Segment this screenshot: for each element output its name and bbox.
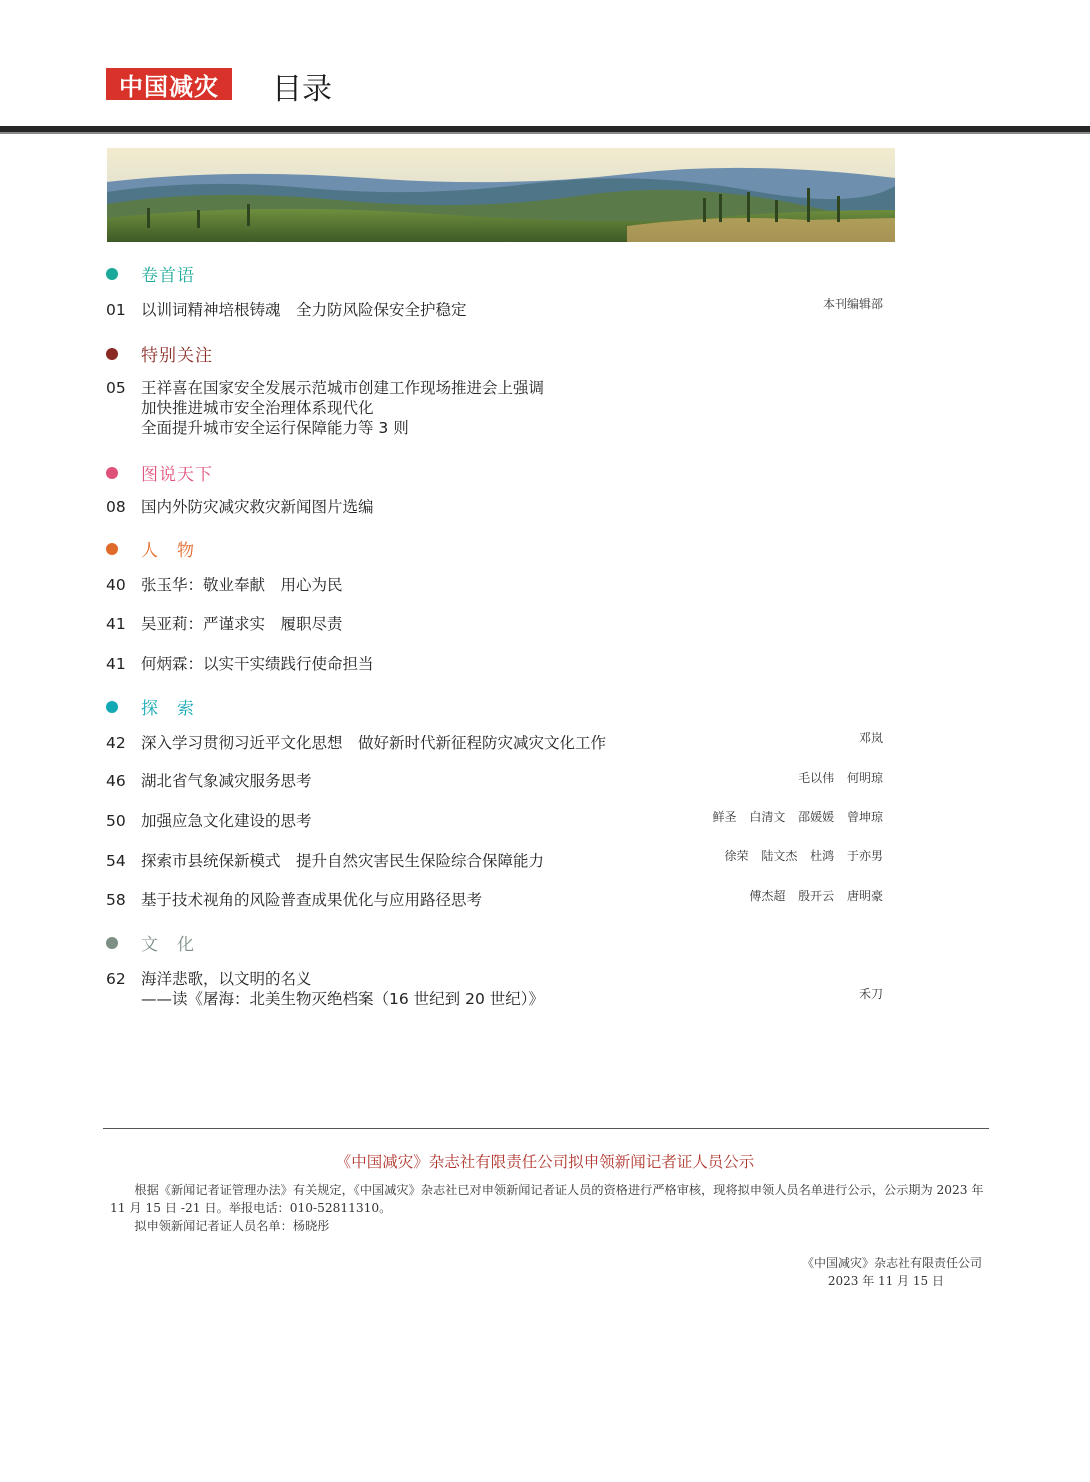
section-heading bbox=[106, 460, 213, 485]
toc-page-number: 41 bbox=[106, 615, 126, 633]
toc-page-number: 42 bbox=[106, 734, 126, 752]
toc-title-line: 探索市县统保新模式 提升自然灾害民生保险综合保障能力 bbox=[141, 852, 545, 870]
toc-author: 本刊编辑部 bbox=[822, 297, 883, 311]
toc-title-line: 以训词精神培根铸魂 全力防风险保安全护稳定 bbox=[141, 301, 467, 319]
toc-entry[interactable] bbox=[106, 378, 886, 438]
toc-title-line: 张玉华：敬业奉献 用心为民 bbox=[141, 576, 343, 594]
signature-date: 2023 年 11 月 15 日 bbox=[827, 1274, 944, 1288]
toc-page-number: 62 bbox=[106, 970, 126, 988]
toc-page-number: 40 bbox=[106, 576, 126, 594]
toc-title-line: 加快推进城市安全治理体系现代化 bbox=[141, 399, 374, 417]
section-heading bbox=[106, 694, 195, 719]
toc-title-line: 国内外防灾减灾救灾新闻图片选编 bbox=[141, 498, 374, 516]
toc-entry[interactable] bbox=[106, 297, 886, 320]
toc-title-line: 深入学习贯彻习近平文化思想 做好新时代新征程防灾减灾文化工作 bbox=[141, 734, 607, 752]
toc-entry[interactable] bbox=[106, 969, 886, 1009]
notice-divider bbox=[103, 1128, 989, 1129]
toc-author: 禾刀 bbox=[858, 987, 883, 1001]
section-heading bbox=[106, 536, 195, 561]
toc-page-number: 58 bbox=[106, 891, 126, 909]
section-bullet-icon bbox=[106, 701, 118, 713]
notice-body bbox=[110, 1181, 986, 1235]
toc-title-line: 何炳霖：以实干实绩践行使命担当 bbox=[141, 655, 374, 673]
section-heading bbox=[106, 930, 195, 955]
toc-title bbox=[141, 614, 343, 634]
toc-title bbox=[141, 851, 544, 871]
notice-signature bbox=[802, 1254, 982, 1290]
toc-entry[interactable] bbox=[106, 771, 886, 791]
toc-title bbox=[141, 771, 312, 791]
toc-page-number: 41 bbox=[106, 655, 126, 673]
toc-title-line: 加强应急文化建设的思考 bbox=[141, 812, 312, 830]
section-bullet-icon bbox=[106, 348, 118, 360]
toc-entry[interactable] bbox=[106, 890, 886, 910]
page-title: 目录 bbox=[272, 72, 332, 107]
toc-author: 鲜圣 白清文 邵媛媛 曾坤琼 bbox=[712, 810, 883, 824]
toc-title-line: ——读《屠海：北美生物灭绝档案（16 世纪到 20 世纪）》 bbox=[141, 990, 544, 1008]
toc-title-line: 吴亚莉：严谨求实 履职尽责 bbox=[141, 615, 343, 633]
toc-title-line: 王祥喜在国家安全发展示范城市创建工作现场推进会上强调 bbox=[141, 379, 545, 397]
notice-paragraph: 根据《新闻记者证管理办法》有关规定，《中国减灾》杂志社已对申领新闻记者证人员的资格进行严格审核，现将拟申领人员名单进行公示，公示期为 2023 年 11 月 15 日 -21 日。举报电话：010-52811310。 bbox=[110, 1183, 984, 1215]
section-bullet-icon bbox=[106, 268, 118, 280]
header-rule-thin bbox=[0, 132, 1090, 134]
notice-title: 《中国减灾》杂志社有限责任公司拟申领新闻记者证人员公示 bbox=[335, 1153, 755, 1171]
toc-entry[interactable] bbox=[106, 614, 886, 634]
toc-entry[interactable] bbox=[106, 811, 886, 831]
landscape-illustration bbox=[107, 148, 895, 242]
section-label: 人 物 bbox=[141, 541, 195, 561]
notice-paragraph: 拟申领新闻记者证人员名单：杨晓彤 bbox=[134, 1219, 330, 1233]
toc-title bbox=[141, 497, 374, 517]
signature-org: 《中国减灾》杂志社有限责任公司 bbox=[801, 1256, 982, 1270]
toc-title bbox=[141, 378, 544, 438]
toc-title bbox=[141, 654, 374, 674]
toc-page-number: 46 bbox=[106, 772, 126, 790]
toc-page-number: 01 bbox=[106, 301, 126, 319]
toc-page-number: 08 bbox=[106, 498, 126, 516]
page-header bbox=[0, 0, 1090, 134]
section-label: 探 索 bbox=[141, 699, 195, 719]
toc-page-number: 54 bbox=[106, 852, 126, 870]
toc-entry[interactable] bbox=[106, 497, 886, 517]
section-heading bbox=[106, 341, 213, 366]
toc-author: 傅杰超 殷开云 唐明豪 bbox=[749, 889, 883, 903]
section-heading bbox=[106, 261, 195, 286]
toc-page-number: 50 bbox=[106, 812, 126, 830]
toc-author: 徐荣 陆文杰 杜鸿 于亦男 bbox=[724, 849, 883, 863]
section-label: 特别关注 bbox=[141, 346, 213, 366]
toc-entry[interactable] bbox=[106, 575, 886, 595]
toc-title bbox=[141, 575, 343, 595]
toc-title bbox=[141, 890, 482, 910]
toc-title bbox=[141, 969, 544, 1009]
toc-entry[interactable] bbox=[106, 654, 886, 674]
section-bullet-icon bbox=[106, 467, 118, 479]
magazine-logo: 中国减灾 bbox=[106, 68, 232, 100]
toc-title-line: 基于技术视角的风险普查成果优化与应用路径思考 bbox=[141, 891, 483, 909]
toc-author: 毛以伟 何明琼 bbox=[798, 771, 883, 785]
toc-title-line: 全面提升城市安全运行保障能力等 3 则 bbox=[141, 419, 409, 437]
toc-page-number: 05 bbox=[106, 379, 126, 397]
toc-title bbox=[141, 811, 312, 831]
toc-entry[interactable] bbox=[106, 733, 886, 753]
landscape-banner-image bbox=[107, 148, 895, 242]
toc-title-line: 湖北省气象减灾服务思考 bbox=[141, 772, 312, 790]
toc-author: 邓岚 bbox=[858, 731, 883, 745]
section-bullet-icon bbox=[106, 937, 118, 949]
section-label: 图说天下 bbox=[141, 465, 213, 485]
toc-title-line: 海洋悲歌，以文明的名义 bbox=[141, 970, 312, 988]
toc-title bbox=[141, 733, 606, 753]
section-label: 文 化 bbox=[141, 935, 195, 955]
toc-title bbox=[141, 300, 467, 320]
section-label: 卷首语 bbox=[141, 266, 195, 286]
toc-entry[interactable] bbox=[106, 851, 886, 871]
section-bullet-icon bbox=[106, 543, 118, 555]
